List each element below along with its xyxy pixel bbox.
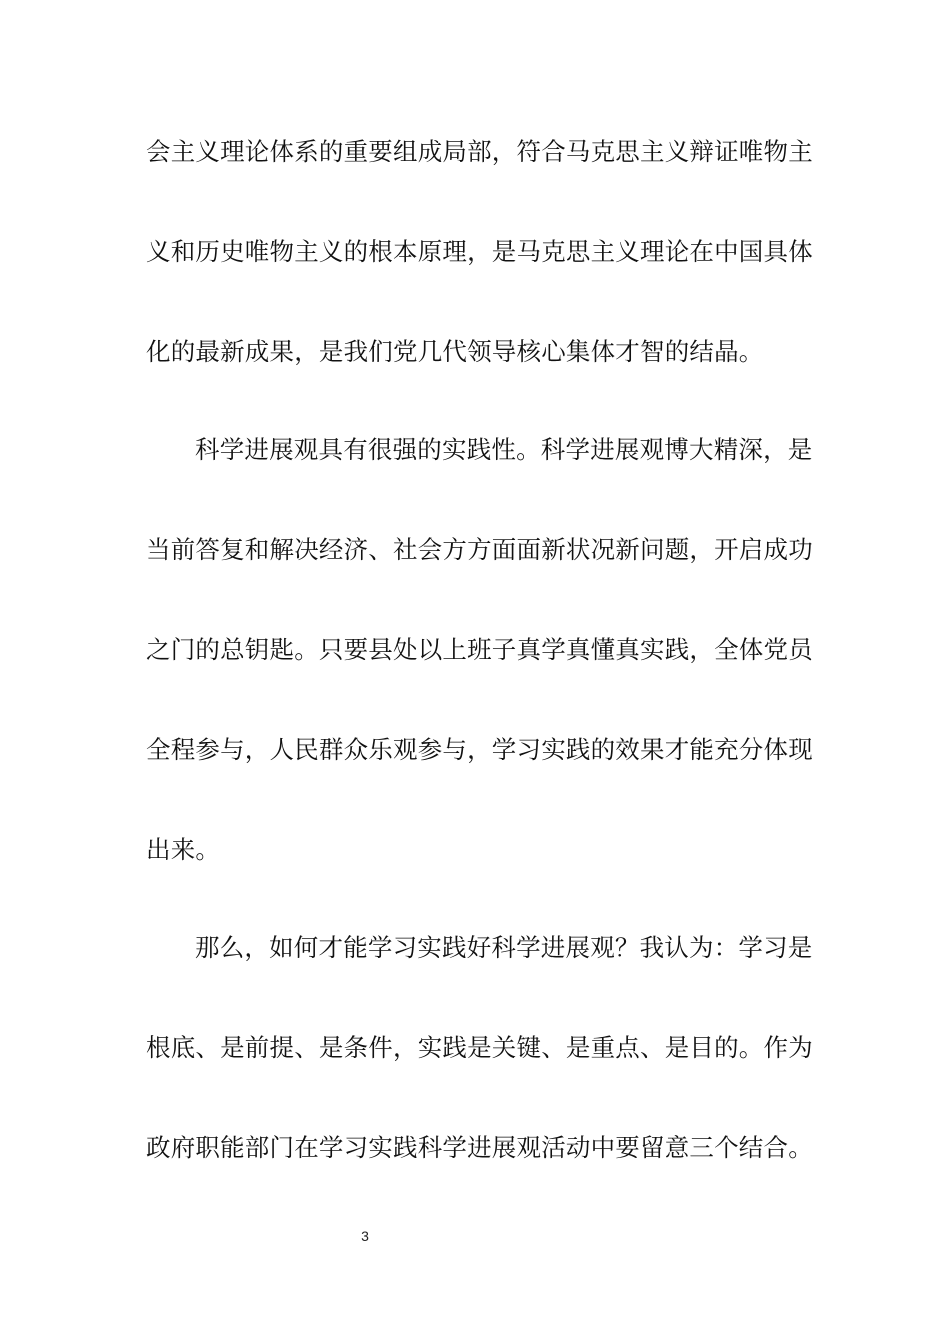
paragraph-first-line: 科学进展观具有很强的实践性。科学进展观博大精深，是	[195, 435, 813, 464]
text-line: 当前答复和解决经济、社会方方面面新状况新问题，开启成功	[146, 535, 813, 564]
paragraph-first-line: 那么，如何才能学习实践好科学进展观？我认为：学习是	[195, 933, 813, 962]
text-line: 义和历史唯物主义的根本原理，是马克思主义理论在中国具体	[146, 237, 813, 266]
text-line: 全程参与，人民群众乐观参与，学习实践的效果才能充分体现	[146, 735, 813, 764]
text-line: 之门的总钥匙。只要县处以上班子真学真懂真实践，全体党员	[146, 635, 813, 664]
page-number: 3	[361, 1228, 369, 1244]
text-line: 根底、是前提、是条件，实践是关键、是重点、是目的。作为	[146, 1033, 813, 1062]
text-line: 出来。	[146, 835, 221, 864]
text-line: 政府职能部门在学习实践科学进展观活动中要留意三个结合。	[146, 1133, 813, 1162]
text-line: 会主义理论体系的重要组成局部，符合马克思主义辩证唯物主	[146, 137, 813, 166]
text-line: 化的最新成果，是我们党几代领导核心集体才智的结晶。	[146, 337, 764, 366]
